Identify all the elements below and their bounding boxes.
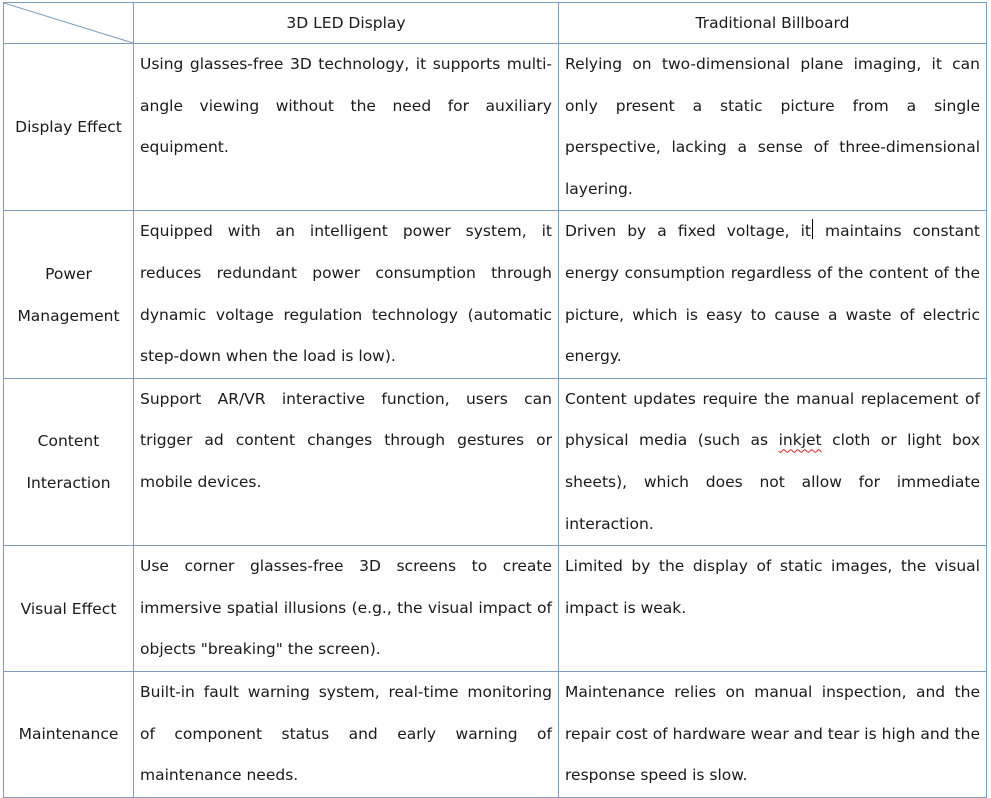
header-row xyxy=(4,3,987,44)
header-3d-led: 3D LED Display xyxy=(134,3,559,44)
led-cell: Use corner glasses-free 3D screens to create immersive spatial illusions (e.g., the visual impact of objects "breaking" the screen). xyxy=(134,546,559,672)
billboard-text-before: Content updates require the manual replacement of physical media (such as xyxy=(565,389,980,450)
comparison-table xyxy=(3,2,987,798)
table-row xyxy=(4,546,987,672)
table-row xyxy=(4,671,987,797)
led-cell: Built-in fault warning system, real-time monitoring of component status and early warning of maintenance needs. xyxy=(134,671,559,797)
billboard-text-before-cursor: Driven by a fixed voltage, it xyxy=(565,222,811,241)
table-row xyxy=(4,211,987,378)
billboard-cell: Relying on two-dimensional plane imaging, it can only present a static picture from a single perspective, lacking a sense of three-dimensional layering. xyxy=(559,44,987,211)
led-cell: Support AR/VR interactive function, users can trigger ad content changes through gestures or mobile devices. xyxy=(134,378,559,545)
billboard-cell: Limited by the display of static images, the visual impact is weak. xyxy=(559,546,987,672)
row-label-display-effect: Display Effect xyxy=(4,44,134,211)
billboard-cell: Maintenance relies on manual inspection, and the repair cost of hardware wear and tear is high and the response speed is slow. xyxy=(559,671,987,797)
led-cell: Equipped with an intelligent power system, it reduces redundant power consumption through dynamic voltage regulation technology (automatic step-down when the load is low). xyxy=(134,211,559,378)
billboard-text-after: cloth or light box sheets), which does not allow for immediate interaction. xyxy=(565,431,980,533)
table-row xyxy=(4,378,987,545)
header-traditional-billboard: Traditional Billboard xyxy=(559,3,987,44)
corner-cell xyxy=(4,3,134,44)
diagonal-divider xyxy=(4,3,133,43)
row-label-content-interaction xyxy=(4,378,134,545)
row-label-power-management xyxy=(4,211,134,378)
spellcheck-flagged-word[interactable]: inkjet xyxy=(778,431,822,450)
table-row xyxy=(4,44,987,211)
billboard-cell xyxy=(559,378,987,545)
row-label-text: Power Management xyxy=(17,264,120,325)
billboard-text-after-cursor: maintains constant energy consumption regardless of the content of the picture, which is easy to cause a waste of electric energy. xyxy=(565,222,980,366)
led-cell: Using glasses-free 3D technology, it supports multi-angle viewing without the need for auxiliary equipment. xyxy=(134,44,559,211)
billboard-cell[interactable] xyxy=(559,211,987,378)
row-label-text: Content Interaction xyxy=(26,431,111,492)
row-label-maintenance: Maintenance xyxy=(4,671,134,797)
row-label-visual-effect: Visual Effect xyxy=(4,546,134,672)
text-cursor xyxy=(812,219,813,239)
